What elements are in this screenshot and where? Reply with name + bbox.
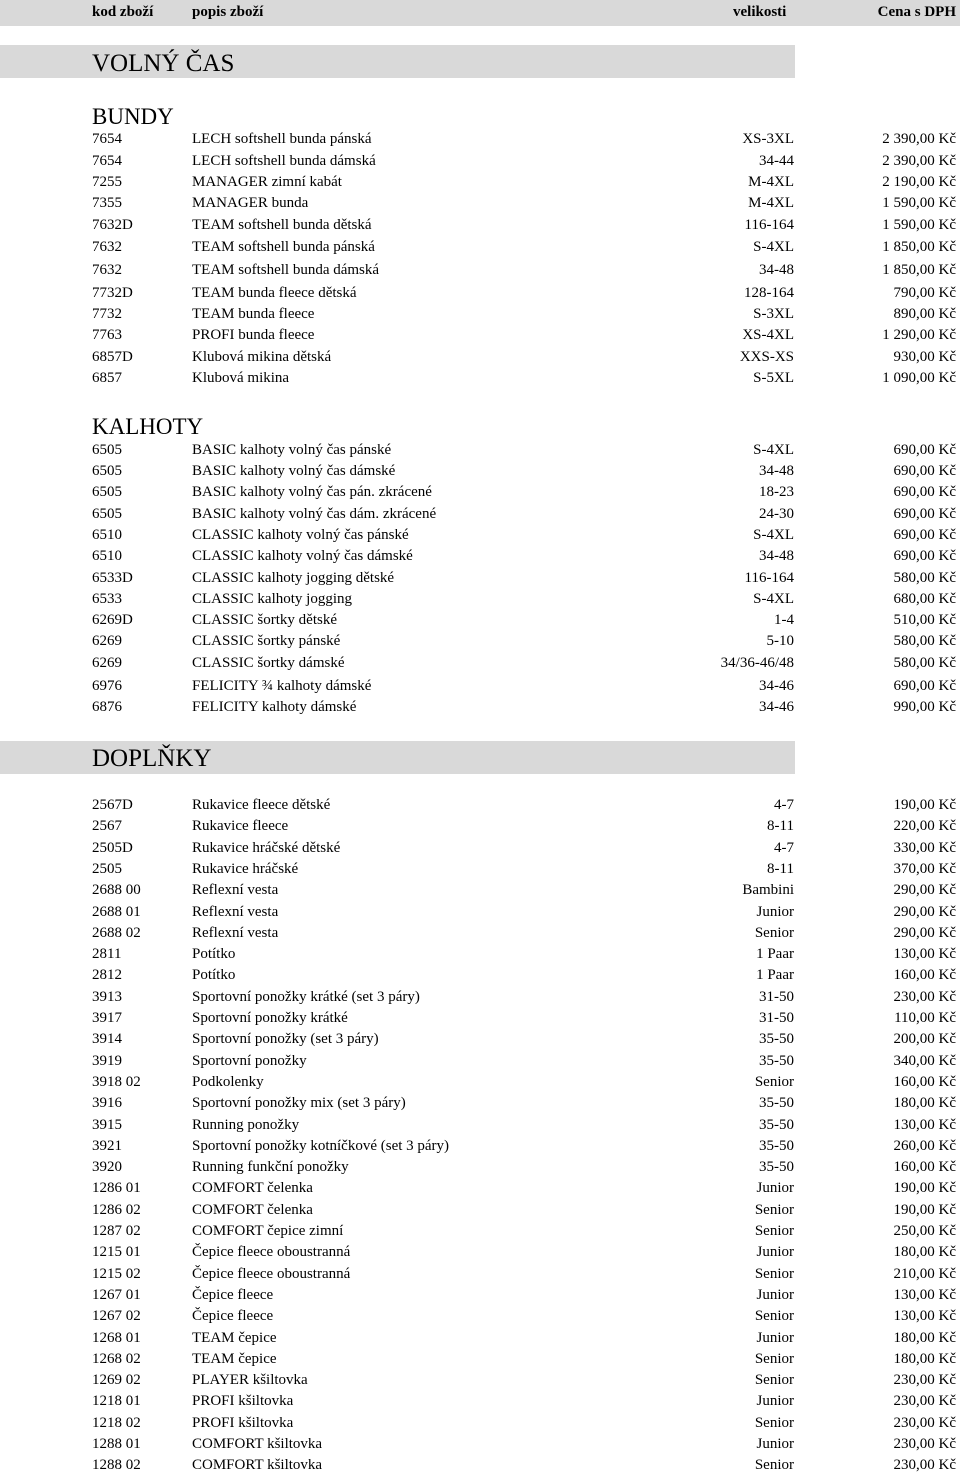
product-code: 7763 bbox=[92, 327, 122, 343]
product-price: 2 390,00 Kč bbox=[882, 153, 956, 169]
product-price: 2 190,00 Kč bbox=[882, 174, 956, 190]
product-code: 6505 bbox=[92, 506, 122, 522]
section-title-doplnky: DOPLŇKY bbox=[92, 745, 212, 772]
product-sizes: Junior bbox=[756, 1393, 794, 1409]
table-row bbox=[0, 859, 960, 880]
table-row bbox=[0, 1029, 960, 1050]
product-description: CLASSIC šortky dámské bbox=[192, 655, 345, 671]
product-code: 7654 bbox=[92, 153, 122, 169]
table-row bbox=[0, 347, 960, 368]
product-description: TEAM softshell bunda dámská bbox=[192, 262, 380, 278]
table-row bbox=[0, 1051, 960, 1072]
table-row bbox=[0, 902, 960, 923]
product-sizes: Senior bbox=[754, 1457, 794, 1473]
product-price: 690,00 Kč bbox=[893, 678, 956, 694]
table-row bbox=[0, 1008, 960, 1029]
table-row bbox=[0, 1242, 960, 1263]
product-description: Podkolenky bbox=[192, 1074, 264, 1090]
table-row bbox=[0, 1306, 960, 1327]
product-price: 180,00 Kč bbox=[893, 1351, 956, 1367]
product-code: 7355 bbox=[92, 195, 122, 211]
product-description: TEAM čepice bbox=[192, 1330, 277, 1346]
product-code: 7632D bbox=[92, 217, 133, 233]
product-code: 3916 bbox=[92, 1095, 122, 1111]
table-row bbox=[0, 368, 960, 389]
product-sizes: 34-44 bbox=[759, 153, 794, 169]
product-price: 190,00 Kč bbox=[893, 1180, 956, 1196]
table-row bbox=[0, 1264, 960, 1285]
product-sizes: XXS-XS bbox=[739, 349, 794, 365]
product-code: 1286 02 bbox=[92, 1202, 141, 1218]
product-sizes: XS-3XL bbox=[742, 131, 794, 147]
product-price: 110,00 Kč bbox=[894, 1010, 956, 1026]
table-row bbox=[0, 1413, 960, 1434]
product-description: Čepice fleece bbox=[192, 1308, 274, 1324]
product-sizes: 24-30 bbox=[759, 506, 794, 522]
product-sizes: Junior bbox=[756, 1436, 794, 1452]
product-price: 230,00 Kč bbox=[893, 1372, 956, 1388]
product-sizes: 8-11 bbox=[767, 818, 794, 834]
product-code: 3920 bbox=[92, 1159, 122, 1175]
product-description: Rukavice hráčské bbox=[192, 861, 299, 877]
product-code: 2567 bbox=[92, 818, 122, 834]
table-row bbox=[0, 838, 960, 859]
table-row bbox=[0, 1370, 960, 1391]
table-row bbox=[0, 944, 960, 965]
product-description: Rukavice fleece bbox=[192, 818, 289, 834]
product-sizes: 5-10 bbox=[766, 633, 794, 649]
product-description: Running ponožky bbox=[192, 1117, 300, 1133]
product-price: 130,00 Kč bbox=[893, 946, 956, 962]
product-sizes: Junior bbox=[756, 1244, 794, 1260]
table-row bbox=[0, 504, 960, 525]
product-code: 2688 02 bbox=[92, 925, 141, 941]
product-description: Potítko bbox=[192, 946, 236, 962]
table-row bbox=[0, 151, 960, 172]
product-description: TEAM čepice bbox=[192, 1351, 277, 1367]
product-sizes: 8-11 bbox=[767, 861, 794, 877]
product-code: 6533D bbox=[92, 570, 133, 586]
product-code: 1288 02 bbox=[92, 1457, 141, 1473]
product-description: Reflexní vesta bbox=[192, 925, 279, 941]
product-sizes: XS-4XL bbox=[742, 327, 794, 343]
product-price: 290,00 Kč bbox=[893, 882, 956, 898]
product-price: 1 590,00 Kč bbox=[882, 195, 956, 211]
product-code: 6510 bbox=[92, 527, 122, 543]
header-description: popis zboží bbox=[192, 4, 264, 20]
product-code: 7632 bbox=[92, 239, 122, 255]
product-sizes: 35-50 bbox=[759, 1138, 794, 1154]
product-description: BASIC kalhoty volný čas pánské bbox=[192, 442, 392, 458]
product-price: 790,00 Kč bbox=[893, 285, 956, 301]
table-row bbox=[0, 589, 960, 610]
product-code: 1218 01 bbox=[92, 1393, 141, 1409]
table-row bbox=[0, 568, 960, 589]
product-description: Running funkční ponožky bbox=[192, 1159, 349, 1175]
product-price: 1 850,00 Kč bbox=[882, 239, 956, 255]
product-sizes: Senior bbox=[754, 1351, 794, 1367]
table-row bbox=[0, 1157, 960, 1178]
header-sizes: velikosti bbox=[733, 4, 787, 20]
product-sizes: Bambini bbox=[742, 882, 794, 898]
product-price: 510,00 Kč bbox=[893, 612, 956, 628]
product-code: 1287 02 bbox=[92, 1223, 141, 1239]
table-row bbox=[0, 304, 960, 325]
table-row bbox=[0, 215, 960, 236]
product-price: 160,00 Kč bbox=[893, 1074, 956, 1090]
product-description: FELICITY kalhoty dámské bbox=[192, 699, 357, 715]
product-price: 1 850,00 Kč bbox=[882, 262, 956, 278]
product-code: 2505 bbox=[92, 861, 122, 877]
product-description: Rukavice fleece dětské bbox=[192, 797, 331, 813]
product-code: 3921 bbox=[92, 1138, 122, 1154]
table-row bbox=[0, 260, 960, 281]
product-price: 370,00 Kč bbox=[893, 861, 956, 877]
product-description: COMFORT čelenka bbox=[192, 1202, 313, 1218]
product-description: COMFORT čelenka bbox=[192, 1180, 313, 1196]
product-code: 1268 02 bbox=[92, 1351, 141, 1367]
product-code: 7654 bbox=[92, 131, 122, 147]
product-sizes: Junior bbox=[756, 1287, 794, 1303]
product-code: 6876 bbox=[92, 699, 122, 715]
product-sizes: 116-164 bbox=[744, 217, 794, 233]
table-row bbox=[0, 237, 960, 258]
product-description: Čepice fleece bbox=[192, 1287, 274, 1303]
product-price: 2 390,00 Kč bbox=[882, 131, 956, 147]
product-code: 2688 00 bbox=[92, 882, 141, 898]
product-code: 7732 bbox=[92, 306, 122, 322]
table-header bbox=[0, 0, 960, 26]
product-description: TEAM softshell bunda pánská bbox=[192, 239, 375, 255]
product-code: 6269 bbox=[92, 655, 122, 671]
product-price: 690,00 Kč bbox=[893, 548, 956, 564]
product-code: 1268 01 bbox=[92, 1330, 141, 1346]
table-row bbox=[0, 525, 960, 546]
table-row bbox=[0, 283, 960, 304]
product-sizes: S-4XL bbox=[753, 442, 794, 458]
product-price: 930,00 Kč bbox=[893, 349, 956, 365]
product-description: Reflexní vesta bbox=[192, 882, 279, 898]
product-code: 3918 02 bbox=[92, 1074, 141, 1090]
product-description: BASIC kalhoty volný čas pán. zkrácené bbox=[192, 484, 432, 500]
product-sizes: 31-50 bbox=[759, 989, 794, 1005]
product-code: 1218 02 bbox=[92, 1415, 141, 1431]
table-row bbox=[0, 482, 960, 503]
table-row bbox=[0, 172, 960, 193]
product-price: 580,00 Kč bbox=[893, 633, 956, 649]
product-code: 1267 01 bbox=[92, 1287, 141, 1303]
product-code: 6510 bbox=[92, 548, 122, 564]
table-row bbox=[0, 1136, 960, 1157]
header-price: Cena s DPH bbox=[877, 4, 956, 20]
product-code: 3917 bbox=[92, 1010, 122, 1026]
product-description: BASIC kalhoty volný čas dám. zkrácené bbox=[192, 506, 437, 522]
product-sizes: Junior bbox=[756, 904, 794, 920]
product-description: COMFORT kšiltovka bbox=[192, 1436, 323, 1452]
product-sizes: Senior bbox=[754, 1202, 794, 1218]
product-code: 3913 bbox=[92, 989, 122, 1005]
product-code: 6857D bbox=[92, 349, 133, 365]
product-sizes: 35-50 bbox=[759, 1095, 794, 1111]
category-title-volny-cas: VOLNÝ ČAS bbox=[92, 50, 235, 77]
product-sizes: Senior bbox=[754, 1074, 794, 1090]
table-row bbox=[0, 795, 960, 816]
table-row bbox=[0, 1328, 960, 1349]
product-code: 2812 bbox=[92, 967, 122, 983]
product-price: 220,00 Kč bbox=[893, 818, 956, 834]
table-row bbox=[0, 546, 960, 567]
product-description: Sportovní ponožky krátké (set 3 páry) bbox=[192, 989, 420, 1005]
product-sizes: S-3XL bbox=[753, 306, 794, 322]
product-code: 2688 01 bbox=[92, 904, 141, 920]
product-description: TEAM bunda fleece dětská bbox=[192, 285, 357, 301]
product-price: 160,00 Kč bbox=[893, 1159, 956, 1175]
product-price: 230,00 Kč bbox=[893, 1415, 956, 1431]
product-sizes: 1 Paar bbox=[756, 967, 794, 983]
table-row bbox=[0, 1093, 960, 1114]
product-price: 260,00 Kč bbox=[893, 1138, 956, 1154]
product-sizes: Senior bbox=[754, 1266, 794, 1282]
product-price: 180,00 Kč bbox=[893, 1095, 956, 1111]
table-row bbox=[0, 697, 960, 718]
product-price: 130,00 Kč bbox=[893, 1287, 956, 1303]
product-description: FELICITY ¾ kalhoty dámské bbox=[192, 678, 372, 694]
product-sizes: Junior bbox=[756, 1180, 794, 1196]
product-sizes: S-4XL bbox=[753, 527, 794, 543]
table-row bbox=[0, 1200, 960, 1221]
header-code: kod zboží bbox=[92, 4, 154, 20]
table-row bbox=[0, 923, 960, 944]
table-row bbox=[0, 987, 960, 1008]
product-code: 7255 bbox=[92, 174, 122, 190]
product-description: Klubová mikina dětská bbox=[192, 349, 332, 365]
product-price: 890,00 Kč bbox=[893, 306, 956, 322]
product-code: 6505 bbox=[92, 463, 122, 479]
product-description: Sportovní ponožky kotníčkové (set 3 páry) bbox=[192, 1138, 450, 1154]
product-sizes: 35-50 bbox=[759, 1117, 794, 1133]
table-row bbox=[0, 129, 960, 150]
table-row bbox=[0, 965, 960, 986]
table-row bbox=[0, 653, 960, 674]
section-title-kalhoty: KALHOTY bbox=[92, 414, 204, 439]
product-description: Sportovní ponožky krátké bbox=[192, 1010, 348, 1026]
product-description: Rukavice hráčské dětské bbox=[192, 840, 341, 856]
product-price: 190,00 Kč bbox=[893, 1202, 956, 1218]
product-sizes: Senior bbox=[754, 1372, 794, 1388]
product-code: 3914 bbox=[92, 1031, 122, 1047]
table-row bbox=[0, 1115, 960, 1136]
product-sizes: M-4XL bbox=[748, 174, 794, 190]
product-price: 190,00 Kč bbox=[893, 797, 956, 813]
product-price: 330,00 Kč bbox=[893, 840, 956, 856]
product-price: 230,00 Kč bbox=[893, 1457, 956, 1473]
product-sizes: 35-50 bbox=[759, 1031, 794, 1047]
product-code: 7732D bbox=[92, 285, 133, 301]
product-sizes: 34-46 bbox=[759, 699, 794, 715]
product-description: COMFORT kšiltovka bbox=[192, 1457, 323, 1473]
product-description: LECH softshell bunda pánská bbox=[192, 131, 372, 147]
product-price: 1 290,00 Kč bbox=[882, 327, 956, 343]
product-price: 340,00 Kč bbox=[893, 1053, 956, 1069]
product-description: Sportovní ponožky bbox=[192, 1053, 307, 1069]
product-sizes: 128-164 bbox=[744, 285, 794, 301]
product-code: 3919 bbox=[92, 1053, 122, 1069]
product-price: 580,00 Kč bbox=[893, 655, 956, 671]
product-price: 130,00 Kč bbox=[893, 1308, 956, 1324]
table-row bbox=[0, 461, 960, 482]
product-code: 7632 bbox=[92, 262, 122, 278]
table-row bbox=[0, 1349, 960, 1370]
product-code: 6857 bbox=[92, 370, 122, 386]
table-row bbox=[0, 816, 960, 837]
product-price: 200,00 Kč bbox=[893, 1031, 956, 1047]
table-row bbox=[0, 1391, 960, 1412]
product-sizes: 34/36-46/48 bbox=[720, 655, 794, 671]
product-sizes: 1-4 bbox=[774, 612, 794, 628]
product-price: 690,00 Kč bbox=[893, 506, 956, 522]
product-price: 1 090,00 Kč bbox=[882, 370, 956, 386]
product-code: 1288 01 bbox=[92, 1436, 141, 1452]
table-row bbox=[0, 193, 960, 214]
product-description: CLASSIC kalhoty volný čas pánské bbox=[192, 527, 409, 543]
product-price: 290,00 Kč bbox=[893, 904, 956, 920]
product-price: 250,00 Kč bbox=[893, 1223, 956, 1239]
product-price: 290,00 Kč bbox=[893, 925, 956, 941]
product-sizes: 4-7 bbox=[774, 840, 794, 856]
table-row bbox=[0, 325, 960, 346]
product-price: 180,00 Kč bbox=[893, 1244, 956, 1260]
table-row bbox=[0, 610, 960, 631]
product-description: CLASSIC kalhoty jogging dětské bbox=[192, 570, 395, 586]
product-sizes: Senior bbox=[754, 1308, 794, 1324]
product-description: PROFI bunda fleece bbox=[192, 327, 315, 343]
product-description: Sportovní ponožky (set 3 páry) bbox=[192, 1031, 379, 1047]
product-code: 6269 bbox=[92, 633, 122, 649]
product-sizes: M-4XL bbox=[748, 195, 794, 211]
product-price: 130,00 Kč bbox=[893, 1117, 956, 1133]
product-sizes: 116-164 bbox=[744, 570, 794, 586]
product-sizes: S-5XL bbox=[753, 370, 794, 386]
product-sizes: 1 Paar bbox=[756, 946, 794, 962]
product-description: MANAGER zimní kabát bbox=[192, 174, 342, 190]
product-code: 6533 bbox=[92, 591, 122, 607]
product-sizes: 34-46 bbox=[759, 678, 794, 694]
product-description: LECH softshell bunda dámská bbox=[192, 153, 376, 169]
product-description: CLASSIC šortky dětské bbox=[192, 612, 338, 628]
table-row bbox=[0, 1072, 960, 1093]
product-description: Klubová mikina bbox=[192, 370, 290, 386]
product-code: 1215 01 bbox=[92, 1244, 141, 1260]
product-code: 1269 02 bbox=[92, 1372, 141, 1388]
product-description: MANAGER bunda bbox=[192, 195, 309, 211]
product-code: 6505 bbox=[92, 442, 122, 458]
product-description: Potítko bbox=[192, 967, 236, 983]
table-row bbox=[0, 1455, 960, 1476]
product-sizes: S-4XL bbox=[753, 591, 794, 607]
product-sizes: 34-48 bbox=[759, 463, 794, 479]
product-code: 3915 bbox=[92, 1117, 122, 1133]
product-sizes: Junior bbox=[756, 1330, 794, 1346]
product-price: 690,00 Kč bbox=[893, 463, 956, 479]
product-code: 6976 bbox=[92, 678, 122, 694]
product-price: 990,00 Kč bbox=[893, 699, 956, 715]
product-description: PLAYER kšiltovka bbox=[192, 1372, 308, 1388]
product-description: TEAM bunda fleece bbox=[192, 306, 315, 322]
product-code: 1286 01 bbox=[92, 1180, 141, 1196]
product-description: CLASSIC šortky pánské bbox=[192, 633, 341, 649]
product-sizes: Senior bbox=[754, 925, 794, 941]
table-row bbox=[0, 631, 960, 652]
product-description: BASIC kalhoty volný čas dámské bbox=[192, 463, 396, 479]
product-price: 690,00 Kč bbox=[893, 484, 956, 500]
product-code: 2811 bbox=[92, 946, 122, 962]
product-description: COMFORT čepice zimní bbox=[192, 1223, 344, 1239]
product-description: Čepice fleece oboustranná bbox=[192, 1266, 351, 1282]
product-sizes: 4-7 bbox=[774, 797, 794, 813]
product-sizes: S-4XL bbox=[753, 239, 794, 255]
table-row bbox=[0, 1434, 960, 1455]
product-price: 690,00 Kč bbox=[893, 527, 956, 543]
product-sizes: 35-50 bbox=[759, 1159, 794, 1175]
table-row bbox=[0, 676, 960, 697]
product-price: 580,00 Kč bbox=[893, 570, 956, 586]
product-sizes: Senior bbox=[754, 1223, 794, 1239]
product-sizes: 35-50 bbox=[759, 1053, 794, 1069]
table-row bbox=[0, 1221, 960, 1242]
product-price: 1 590,00 Kč bbox=[882, 217, 956, 233]
product-price: 690,00 Kč bbox=[893, 442, 956, 458]
table-row bbox=[0, 1285, 960, 1306]
product-description: Čepice fleece oboustranná bbox=[192, 1244, 351, 1260]
product-description: PROFI kšiltovka bbox=[192, 1415, 294, 1431]
product-sizes: 34-48 bbox=[759, 548, 794, 564]
product-price: 210,00 Kč bbox=[893, 1266, 956, 1282]
product-price: 230,00 Kč bbox=[893, 989, 956, 1005]
product-description: Reflexní vesta bbox=[192, 904, 279, 920]
product-description: CLASSIC kalhoty jogging bbox=[192, 591, 353, 607]
product-sizes: 34-48 bbox=[759, 262, 794, 278]
product-code: 6505 bbox=[92, 484, 122, 500]
product-price: 160,00 Kč bbox=[893, 967, 956, 983]
product-sizes: Senior bbox=[754, 1415, 794, 1431]
product-code: 1215 02 bbox=[92, 1266, 141, 1282]
product-price: 230,00 Kč bbox=[893, 1393, 956, 1409]
product-code: 2505D bbox=[92, 840, 133, 856]
product-code: 6269D bbox=[92, 612, 133, 628]
product-code: 1267 02 bbox=[92, 1308, 141, 1324]
product-sizes: 18-23 bbox=[759, 484, 794, 500]
product-sizes: 31-50 bbox=[759, 1010, 794, 1026]
product-price: 230,00 Kč bbox=[893, 1436, 956, 1452]
product-description: CLASSIC kalhoty volný čas dámské bbox=[192, 548, 413, 564]
product-price: 680,00 Kč bbox=[893, 591, 956, 607]
section-title-bundy: BUNDY bbox=[92, 104, 174, 129]
product-description: TEAM softshell bunda dětská bbox=[192, 217, 372, 233]
table-row bbox=[0, 880, 960, 901]
product-code: 2567D bbox=[92, 797, 133, 813]
table-row bbox=[0, 440, 960, 461]
product-description: Sportovní ponožky mix (set 3 páry) bbox=[192, 1095, 406, 1111]
product-description: PROFI kšiltovka bbox=[192, 1393, 294, 1409]
product-price: 180,00 Kč bbox=[893, 1330, 956, 1346]
table-row bbox=[0, 1178, 960, 1199]
